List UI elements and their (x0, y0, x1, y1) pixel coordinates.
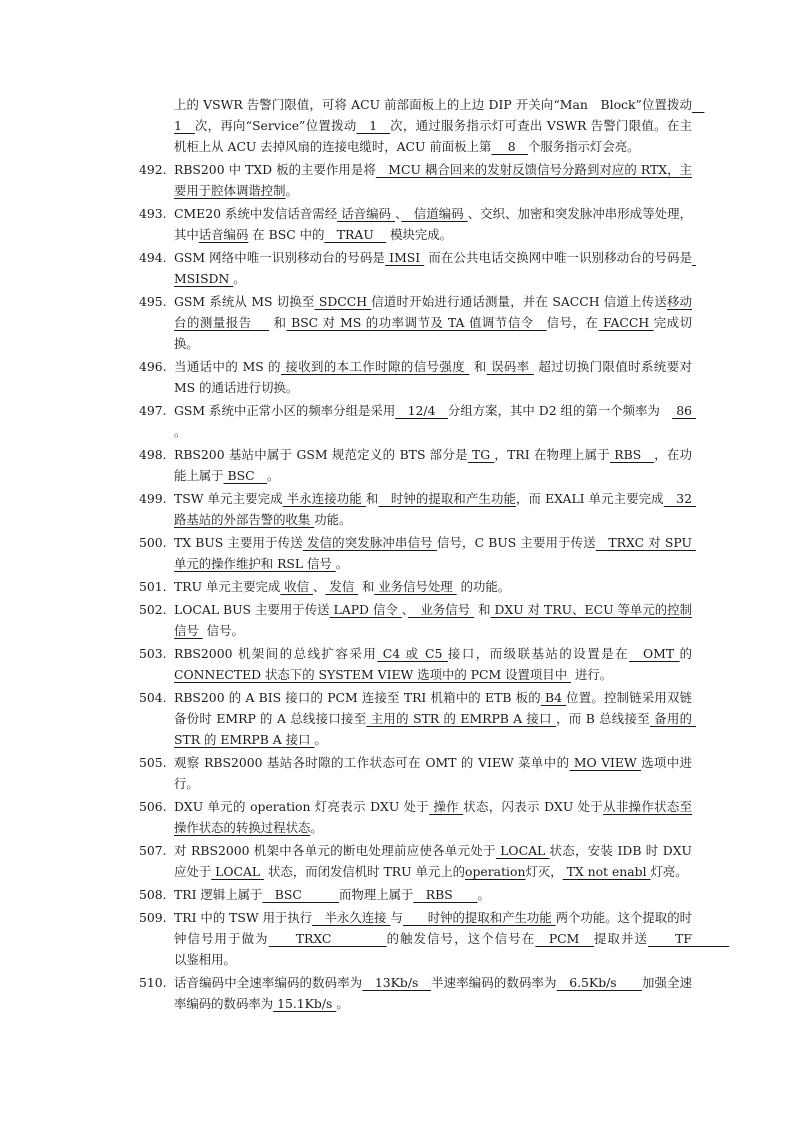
answer-blank: 业务信号 (408, 602, 475, 617)
answer-blank: 1 (174, 97, 705, 133)
question-text: 和 (358, 579, 375, 594)
question-text: 信道时开始进行通话测量，并在 SACCH 信道上传送 (371, 294, 667, 309)
question-item (139, 796, 693, 838)
question-item (139, 356, 692, 398)
answer-blank: 时钟的提取和产生功能 (378, 491, 516, 506)
answer-blank: BSC (223, 468, 267, 483)
question-text: 进行。 (571, 667, 613, 682)
question-text: RBS2000 机架间的总线扩容采用 (174, 646, 378, 661)
question-text: LOCAL BUS 主要用于传送 (174, 602, 330, 617)
answer-blank: 信道编码 (401, 206, 468, 221)
question-item (139, 444, 692, 486)
continued-paragraph (156, 94, 705, 157)
question-item (139, 247, 696, 289)
answer-blank: 半永连接功能 (282, 491, 366, 506)
answer-blank: 话音编码 (337, 206, 396, 221)
answer-blank: 时钟的提取和产生功能 (402, 910, 556, 925)
answer-blank: 86 (672, 403, 696, 418)
question-text: 。 (266, 468, 280, 483)
answer-blank: MO VIEW (569, 755, 642, 770)
question-text: 和 (269, 315, 287, 330)
answer-blank: 主用的 STR 的 EMRPB A 接口 (366, 711, 557, 726)
question-item (139, 907, 730, 970)
question-number: 507. (139, 843, 167, 858)
answer-blank: 业务信号处理 (374, 579, 457, 594)
question-text: GSM 系统中正常小区的频率分组是采用 (174, 403, 396, 418)
question-text: 。 (335, 556, 349, 571)
question-text: 灯灭， (525, 864, 563, 879)
answer-blank: LAPD 信令 (329, 602, 402, 617)
question-text: 。 (336, 996, 349, 1011)
question-text: 。 (285, 183, 298, 198)
answer-blank: CONNECTED 状态下的 SYSTEM VIEW 选项中的 PCM 设置项目中 (174, 667, 572, 682)
question-text: 观察 RBS2000 基站各时隙的工作状态可在 OMT 的 VIEW 菜单中的 (174, 755, 570, 770)
answer-blank: 发信的突发脉冲串信号 (302, 535, 437, 550)
question-list (139, 94, 730, 1016)
question-number: 499. (139, 491, 167, 506)
question-text: 上的 VSWR 告警门限值，可将 ACU 前部面板上的上边 DIP 开关向“Man Block”位置拨动 (174, 97, 692, 112)
question-text: TRU 单元主要完成 (174, 579, 281, 594)
answer-blank: C4 或 C5 (377, 646, 448, 661)
question-text: 的功能。 (456, 579, 511, 594)
question-text: 个服务指示灯会亮。 (527, 139, 640, 154)
question-text: 次，再向“Service”位置拨动 (194, 118, 357, 133)
question-text: 位置。控制链采用双链备份时 EMRP 的 A 总线接口接至 (174, 690, 693, 726)
question-text: RBS200 的 A BIS 接口的 PCM 连接至 TRI 机箱中的 ETB 板的 (174, 690, 541, 705)
answer-blank: 8 (491, 139, 528, 154)
question-number: 504. (139, 690, 167, 705)
question-text: 模块完成。 (386, 227, 453, 242)
question-text: ，而 EXALI 单元主要完成 (515, 491, 664, 506)
question-text: GSM 网络中唯一识别移动台的号码是 (174, 250, 386, 265)
question-text: ，TRI 在物理上属于 (494, 447, 611, 462)
question-text: 次，通过服务指示灯可查出 VSWR 告警门限值。在主机柜上从 ACU 去掉风扇的连接电缆时，ACU 前面板上第 (174, 118, 692, 154)
question-text: 信号，在 (546, 315, 599, 330)
answer-blank: SDCCH (314, 294, 372, 309)
question-text: 以鉴相用。 (174, 952, 236, 967)
answer-blank: 32 路基站的外部告警的收集 (174, 491, 696, 527)
question-item (139, 576, 692, 597)
answer-blank: 备用的 STR 的 EMRPB A 接口 (174, 711, 696, 747)
question-text: 选项中进行。 (174, 755, 693, 791)
question-text: CME20 系统中发信话音需经 (174, 206, 338, 221)
question-text: 状态，安装 IDB 时 DXU 应处于 (174, 843, 692, 879)
question-text: TRI 中的 TSW 用于执行 (174, 910, 313, 925)
question-item (139, 752, 693, 794)
answer-blank: 接收到的本工作时隙的信号强度 (280, 359, 470, 374)
question-text: 和 (365, 491, 379, 506)
question-text: 话音编码中全速率编码的数码率为 (174, 975, 363, 990)
question-text: TSW 单元主要完成 (174, 491, 283, 506)
question-text: 。 (314, 732, 327, 747)
answer-blank: 1 (356, 118, 391, 133)
question-text: 半速率编码的数码率为 (431, 975, 557, 990)
question-item (139, 488, 696, 530)
question-text: RBS200 基站中属于 GSM 规范定义的 BTS 部分是 (174, 447, 468, 462)
answer-blank: 操作 (429, 799, 464, 814)
answer-blank: 6.5Kb/s (556, 975, 642, 990)
question-number: 495. (139, 294, 167, 309)
answer-blank: MSISDN (174, 250, 696, 286)
question-text: TRI 逻辑上属于 (174, 887, 263, 902)
question-number: 497. (139, 403, 167, 418)
question-text: 和 (474, 602, 491, 617)
question-number: 500. (139, 535, 167, 550)
question-item (139, 972, 692, 1014)
question-text: 。 (233, 271, 246, 286)
question-text: 分组方案，其中 D2 组的第一个频率为 (447, 403, 673, 418)
question-text: 、 (313, 579, 326, 594)
question-text: 。 (477, 887, 490, 902)
question-item (139, 400, 696, 442)
answer-blank: MCU 耦合回来的发射反馈信号分路到对应的 RTX，主要用于腔体调谐控制 (174, 162, 692, 198)
question-text: 信号，C BUS 主要用于传送 (436, 535, 596, 550)
answer-blank: DXU 对 TRU、ECU 等单元的控制信号 (174, 602, 692, 638)
question-item (139, 884, 692, 905)
answer-blank: 12/4 (395, 403, 448, 418)
answer-blank: 15.1Kb/s (273, 996, 337, 1011)
question-text: 而物理上属于 (339, 887, 414, 902)
question-number: 506. (139, 799, 167, 814)
question-text: 两个功能。这个提取的时钟信号用于做为 (174, 910, 692, 946)
question-number: 502. (139, 602, 167, 617)
question-text: 与 (390, 910, 403, 925)
question-number: 509. (139, 910, 167, 925)
question-text: 对 RBS2000 机架中各单元的断电处理前应使各单元处于 (174, 843, 496, 858)
question-text: 、 (395, 206, 402, 221)
question-text: 而在公共电话交换网中唯一识别移动台的号码是 (424, 250, 692, 265)
answer-blank: 移动台的测量报告 (174, 294, 692, 330)
answer-blank: LOCAL (495, 843, 550, 858)
question-item (139, 291, 692, 354)
answer-blank: PCM (535, 931, 595, 946)
question-text: 当通话中的 MS 的 (174, 359, 281, 374)
answer-blank: 发信 (325, 579, 359, 594)
answer-blank: 收信 (280, 579, 313, 594)
question-text: DXU 单元的 operation 灯亮表示 DXU 处于 (174, 799, 430, 814)
answer-blank: FACCH (598, 315, 654, 330)
answer-blank: 半永久连接 (312, 910, 391, 925)
question-text: 加强全速率编码的数码率为 (174, 975, 692, 1011)
answer-blank: 13Kb/s (362, 975, 432, 990)
question-item (139, 203, 692, 245)
question-text: 灯亮。 (650, 864, 688, 879)
answer-blank: IMSI (385, 250, 425, 265)
question-text: 信号。 (202, 623, 244, 638)
question-text: 在 BSC 中的 (248, 227, 325, 242)
question-number: 503. (139, 646, 167, 661)
question-number: 493. (139, 206, 167, 221)
question-number: 505. (139, 755, 167, 770)
question-text: GSM 系统从 MS 切换至 (174, 294, 315, 309)
question-text: 。 (310, 820, 323, 835)
answer-blank: operation (465, 864, 526, 879)
answer-blank: BSC (262, 887, 340, 902)
question-text: RBS200 中 TXD 板的主要作用是将 (174, 162, 376, 177)
answer-blank: 话音编码 (198, 227, 249, 242)
question-number: 492. (139, 162, 167, 177)
answer-blank: RBS (413, 887, 478, 902)
answer-blank: TX not enabl (562, 864, 651, 879)
question-text: ，在功能上属于 (174, 447, 692, 483)
question-text: 功能。 (314, 512, 352, 527)
answer-blank: 从非操作状态至操作状态的转换过程状态 (174, 799, 693, 835)
question-text: 状态，闪表示 DXU 处于 (463, 799, 604, 814)
answer-blank: OMT (629, 646, 680, 661)
answer-blank: 误码率 (486, 359, 534, 374)
question-text: ，而 B 总线接至 (556, 711, 650, 726)
question-number: 508. (139, 887, 167, 902)
question-number: 501. (139, 579, 167, 594)
question-number: 496. (139, 359, 167, 374)
question-number: 510. (139, 975, 167, 990)
answer-blank: TG (467, 447, 495, 462)
question-text: 、 (401, 602, 409, 617)
question-text: 和 (469, 359, 487, 374)
question-item (139, 599, 692, 641)
question-text: 的触发信号，这个信号在 (386, 931, 536, 946)
answer-blank: TRXC 对 SPU 单元的操作维护和 RSL 信号 (174, 535, 696, 571)
answer-blank: TRXC (268, 931, 387, 946)
question-number: 494. (139, 250, 167, 265)
answer-blank: LOCAL (211, 864, 265, 879)
question-text: 接口，而级联基站的设置是在 (447, 646, 630, 661)
question-text: 超过切换门限值时系统要对 MS 的通话进行切换。 (174, 359, 692, 395)
question-number: 498. (139, 447, 167, 462)
question-text: TX BUS 主要用于传送 (174, 535, 303, 550)
question-item (139, 687, 696, 750)
answer-blank: RBS (610, 447, 655, 462)
question-text: 提取并送 (594, 931, 649, 946)
question-text: 完成切换。 (174, 315, 692, 351)
question-text: 、交织、加密和突发脉冲串形成等处理，其中 (174, 206, 692, 242)
answer-blank: BSC 对 MS 的功率调节及 TA 值调节信令 (286, 315, 547, 330)
question-text: 。 (174, 424, 187, 439)
question-text: 的 (679, 646, 692, 661)
question-item (139, 532, 696, 574)
answer-blank: TF (648, 931, 730, 946)
answer-blank: B4 (540, 690, 567, 705)
answer-blank: TRAU (324, 227, 387, 242)
question-item (139, 643, 692, 685)
question-item (139, 840, 692, 882)
question-item (139, 159, 692, 201)
question-text: 状态，而闭发信机时 TRU 单元上的 (264, 864, 466, 879)
